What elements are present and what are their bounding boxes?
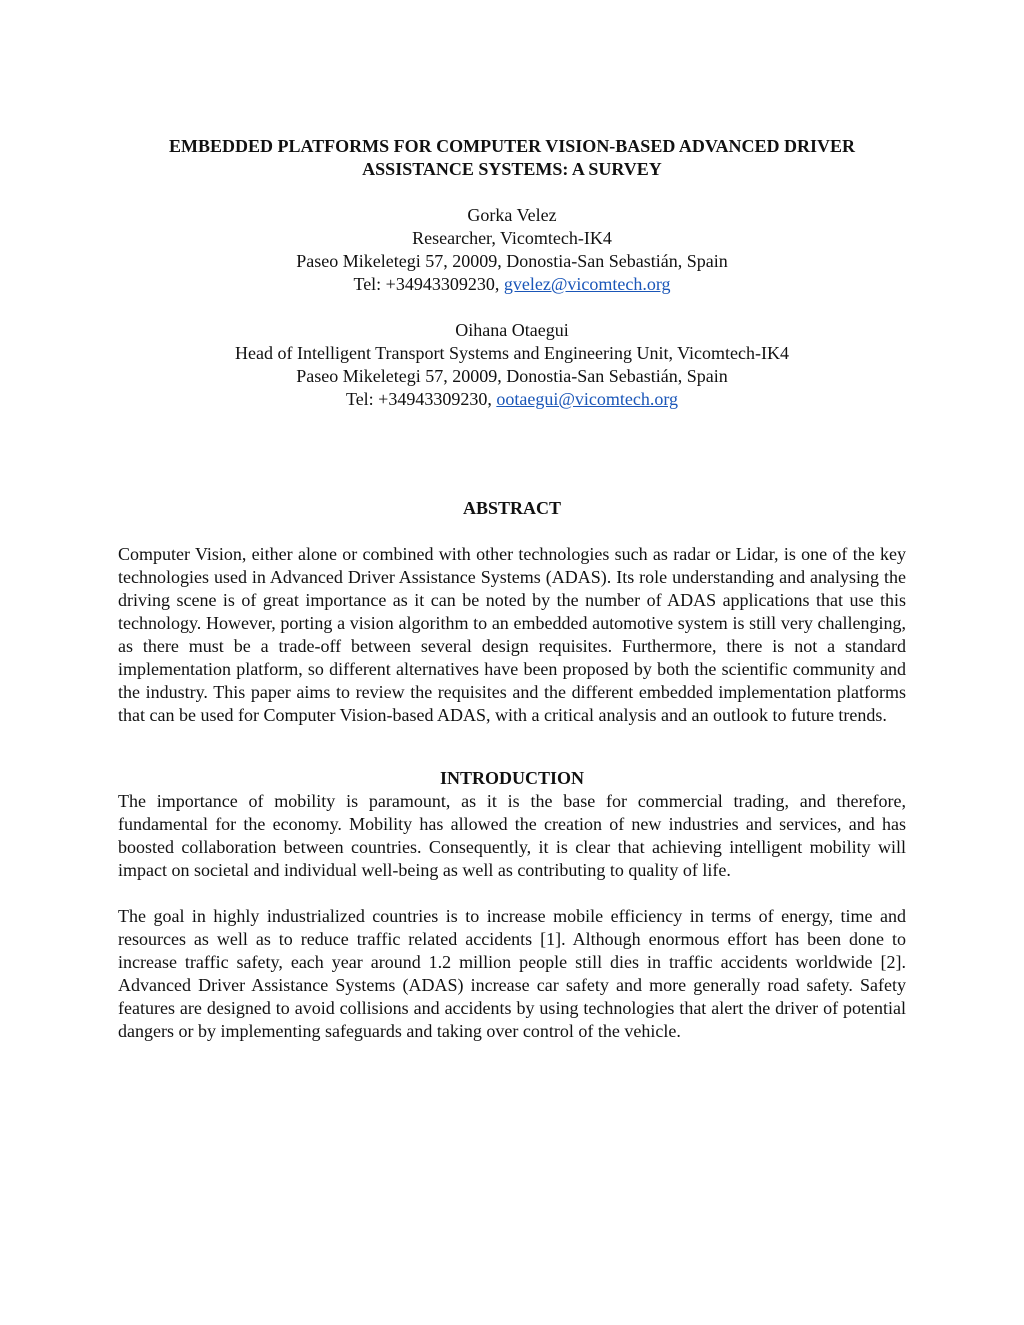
author-address: Paseo Mikeletegi 57, 20009, Donostia-San Sebastián, Spain <box>296 366 728 386</box>
author-block-2 <box>118 319 906 411</box>
author-name: Gorka Velez <box>467 205 557 225</box>
author-address: Paseo Mikeletegi 57, 20009, Donostia-San Sebastián, Spain <box>296 251 728 271</box>
author-block-1 <box>118 204 906 296</box>
author-email-link[interactable]: gvelez@vicomtech.org <box>503 274 671 294</box>
paper-page <box>118 135 906 1043</box>
author-name: Oihana Otaegui <box>455 320 569 340</box>
author-role: Researcher, Vicomtech-IK4 <box>412 228 612 248</box>
paper-title <box>118 135 906 181</box>
title-line-2: ASSISTANCE SYSTEMS: A SURVEY <box>362 159 662 179</box>
introduction-paragraph-1: The importance of mobility is paramount, as it is the base for commercial trading, and therefore, fundamental for the economy. Mobility has allowed the creation of new industries and services, and has boosted collaboration between countries. Consequently, it is clear that achieving intelligent mobility will impact on societal and individual well-being as well as contributing to quality of life. <box>118 791 906 880</box>
introduction-heading: INTRODUCTION <box>439 768 585 788</box>
author-role: Head of Intelligent Transport Systems and Engineering Unit, Vicomtech-IK4 <box>235 343 789 363</box>
author-contact <box>118 388 906 411</box>
abstract-text: Computer Vision, either alone or combined with other technologies such as radar or Lidar, is one of the key technologies used in Advanced Driver Assistance Systems (ADAS). Its role understanding and analysing the driving scene is of great importance as it can be noted by the number of ADAS applications that use this technology. However, porting a vision algorithm to an embedded automotive system is still very challenging, as there must be a trade-off between several design requisites. Furthermore, there is not a standard implementation platform, so different alternatives have been proposed by both the scientific community and the industry. This paper aims to review the requisites and the different embedded implementation platforms that can be used for Computer Vision-based ADAS, with a critical analysis and an outlook to future trends. <box>118 544 906 725</box>
abstract-heading: ABSTRACT <box>462 498 562 518</box>
author-tel: Tel: +34943309230, <box>345 389 497 409</box>
author-contact <box>118 273 906 296</box>
title-line-1: EMBEDDED PLATFORMS FOR COMPUTER VISION-BASED ADVANCED DRIVER <box>168 136 856 156</box>
author-tel: Tel: +34943309230, <box>353 274 504 294</box>
author-email-link[interactable]: ootaegui@vicomtech.org <box>496 389 679 409</box>
introduction-paragraph-2: The goal in highly industrialized countries is to increase mobile efficiency in terms of energy, time and resources as well as to reduce traffic related accidents [1]. Although enormous effort has been done to increase traffic safety, each year around 1.2 million people still dies in traffic accidents worldwide [2]. Advanced Driver Assistance Systems (ADAS) increase car safety and more generally road safety. Safety features are designed to avoid collisions and accidents by using technologies that alert the driver of potential dangers or by implementing safeguards and taking over control of the vehicle. <box>118 906 906 1041</box>
